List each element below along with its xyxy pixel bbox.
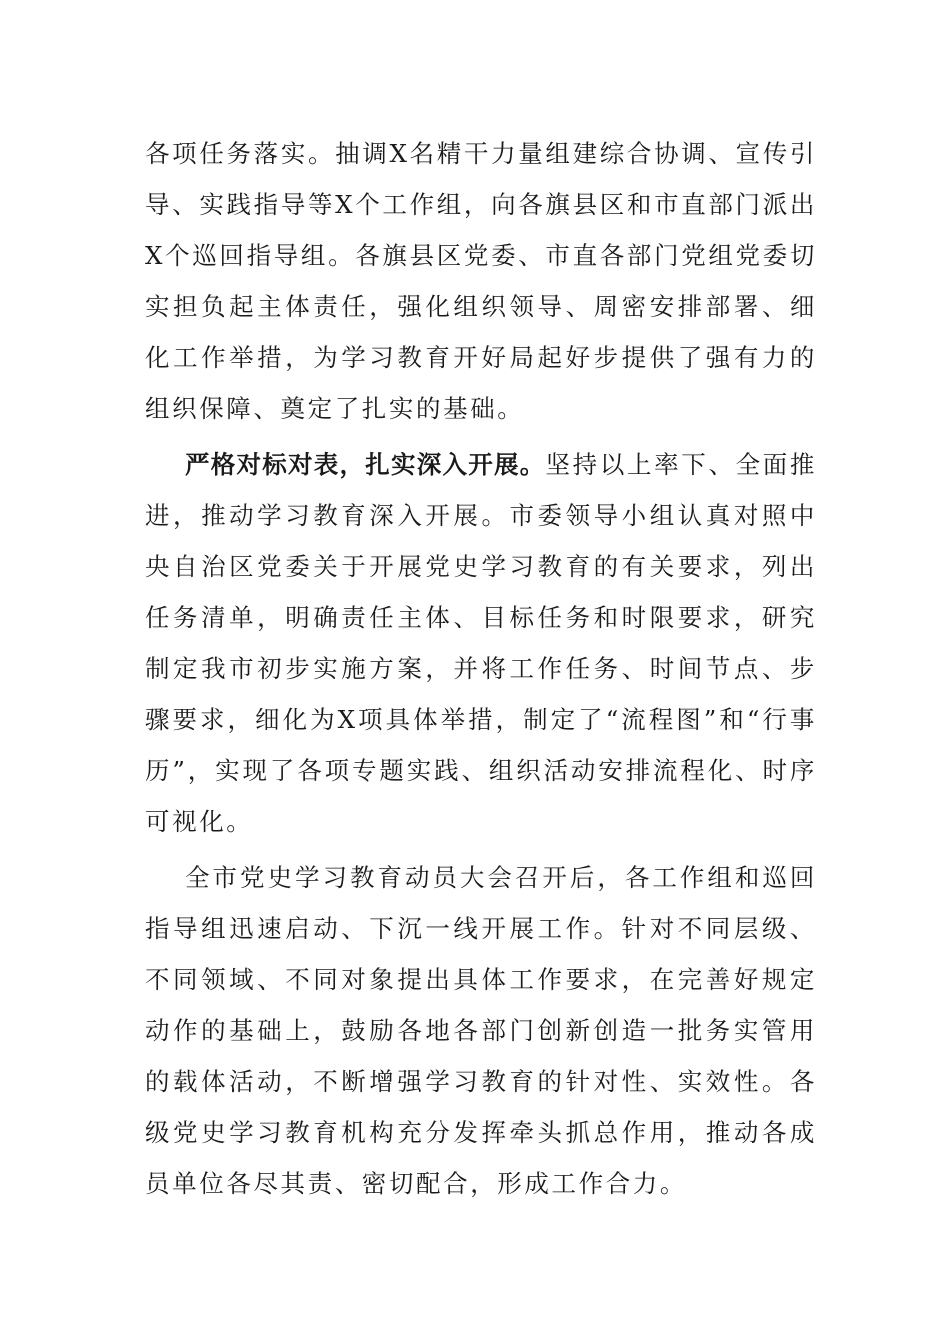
paragraph-1 <box>145 128 817 434</box>
paragraph-2-text: 坚持以上率下、全面推进，推动学习教育深入开展。市委领导小组认真对照中央自治区党委关于开展党史学习教育的有关要求，列出任务清单，明确责任主体、目标任务和时限要求，研究制定我市初步实施方案，并将工作任务、时间节点、步骤要求，细化为X项具体举措，制定了“流程图”和“行事历”，实现了各项专题实践、组织活动安排流程化、时序可视化。 <box>145 450 817 836</box>
document-page <box>145 128 817 1214</box>
paragraph-1-text: 各项任务落实。抽调X名精干力量组建综合协调、宣传引导、实践指导等X个工作组，向各旗县区和市直部门派出X个巡回指导组。各旗县区党委、市直各部门党组党委切实担负起主体责任，强化组织领导、周密安排部署、细化工作举措，为学习教育开好局起好步提供了强有力的组织保障、奠定了扎实的基础。 <box>145 139 817 423</box>
paragraph-3-text: 全市党史学习教育动员大会召开后，各工作组和巡回指导组迅速启动、下沉一线开展工作。针对不同层级、不同领域、不同对象提出具体工作要求，在完善好规定动作的基础上，鼓励各地各部门创新创造一批务实管用的载体活动，不断增强学习教育的针对性、实效性。各级党史学习教育机构充分发挥牵头抓总作用，推动各成员单位各尽其责、密切配合，形成工作合力。 <box>145 863 817 1198</box>
paragraph-3 <box>145 852 817 1209</box>
paragraph-2-lead: 严格对标对表，扎实深入开展。 <box>185 450 546 479</box>
paragraph-2 <box>145 439 817 847</box>
